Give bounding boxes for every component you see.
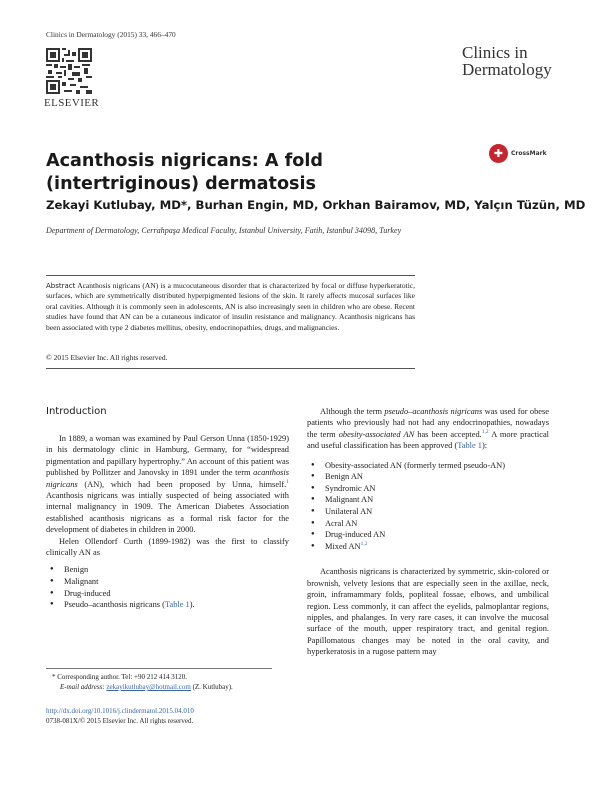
publisher-logo: ELSEVIER xyxy=(44,97,100,109)
text-run: In 1889, a woman was examined by Paul Gerson Unna (1850-1929) in his dermatology clinic in Hamburg, Germany, for “widespread pigmentation and papillary hypertrophy.” An account of this patient was published by Pollitzer and Janovsky in 1891 under the term xyxy=(46,434,289,478)
issn-line: 0738-081X/© 2015 Elsevier Inc. All rights reserved. xyxy=(46,717,194,725)
section-heading-introduction: Introduction xyxy=(46,406,107,417)
intro-paragraph-1 xyxy=(46,433,289,536)
text-run: ): xyxy=(482,441,488,451)
table-link[interactable]: Table 1 xyxy=(164,600,190,610)
text-run: A more practical and useful classification has been approved ( xyxy=(307,429,549,451)
doi-link[interactable]: http://dx.doi.org/10.1016/j.clindermatol.2015.04.010 xyxy=(46,707,194,715)
text-run-italic: pseudo–acanthosis nigricans xyxy=(384,407,483,416)
authors: Zekayi Kutlubay, MD*, Burhan Engin, MD, Orkhan Bairamov, MD, Yalçın Tüzün, MD xyxy=(46,198,586,212)
email-link[interactable]: zekayikutlubay@hotmail.com xyxy=(106,683,191,691)
affiliation: Department of Dermatology, Cerrahpaşa Medical Faculty, Istanbul University, Fatih, Istanbul 34098, Turkey xyxy=(46,226,402,235)
classification-list-2 xyxy=(307,460,549,553)
text-run-italic: obesity-associated AN xyxy=(338,429,415,439)
abstract-label: Abstract xyxy=(46,282,76,290)
abstract-copyright: © 2015 Elsevier Inc. All rights reserved. xyxy=(46,353,168,362)
list-item: ● Benign xyxy=(46,564,289,576)
list-item xyxy=(307,541,549,553)
text-run: was used for obese patients who previously had not had any endocrinopathies, nowadays the term xyxy=(307,407,549,439)
text-run: Mixed AN xyxy=(325,541,361,551)
left-column xyxy=(46,433,289,611)
abstract-text: Acanthosis nigricans (AN) is a mucocutaneous disorder that is characterized by focal or diffuse hyperkeratotic, surfaces, which are symmetrically distributed hyperpigmented lesions of the skin. It rarely affects mucosal surfaces like oral cavities. Although it is commonly seen in adolescents, AN is also increasingly seen in children who are obese. Recent studies have found that AN can be a cutaneous indicator of insulin resistance and malignancy. Acanthosis nigricans has been associated with type 2 diabetes mellitus, obesity, endocrinopathies, drugs, and malignancies. xyxy=(46,281,415,332)
right-paragraph-2: Acanthosis nigricans is characterized by symmetric, skin-colored or brownish, velvety lesions that are especially seen in the axillae, neck, groin, inframammary folds, popliteal fossae, elbows, and umbilical region. Less commonly, it can affect the eyelids, palmoplantar regions, nipples, and phalanges. In very rare cases, it can involve the mucosal surface of the mouth, upper respiratory tract, and genital region. Papillomatous changes may be noted in the oral cavity, and hyperkeratosis in a rugose pattern may xyxy=(307,567,549,657)
reference-link[interactable]: 1,2 xyxy=(481,429,489,436)
right-column xyxy=(307,406,549,658)
doi-block xyxy=(46,706,194,726)
list-item: ● Acral AN xyxy=(307,518,549,530)
text-run: has been accepted. xyxy=(414,429,482,439)
text-run: ). xyxy=(189,600,195,610)
classification-list xyxy=(46,564,289,610)
list-item: ● Malignant xyxy=(46,576,289,588)
corresponding-author: * Corresponding author. Tel: +90 212 414 3120. xyxy=(52,673,187,681)
list-item xyxy=(46,599,289,611)
text-run: Although the term xyxy=(320,407,385,416)
reference-link[interactable]: 1 xyxy=(286,478,289,485)
journal-logo xyxy=(462,44,552,78)
journal-name-line2: Dermatology xyxy=(462,60,552,79)
list-item: ● Obesity-associated AN (formerly termed pseudo-AN) xyxy=(307,460,549,472)
email-suffix: (Z. Kutlubay). xyxy=(192,683,233,691)
qr-code-icon xyxy=(46,48,92,94)
text-run: Acanthosis nigricans was intially suspected of being associated with internal malignancy in 1909. The American Diabetes Association established acanthosis nigricans as a formal risk factor for the development of diabetes in children in 2000. xyxy=(46,491,289,535)
abstract-bottom-rule xyxy=(46,368,415,369)
intro-paragraph-2: Helen Ollendorf Curth (1899-1982) was the first to classify clinically AN as xyxy=(46,536,289,558)
crossmark-icon: ✚ xyxy=(489,144,508,163)
article-title: Acanthosis nigricans: A fold (intertriginous) dermatosis xyxy=(46,151,323,194)
reference-link[interactable]: 1,2 xyxy=(360,540,368,547)
email-line xyxy=(46,682,286,692)
text-run: Pseudo–acanthosis nigricans ( xyxy=(64,600,165,610)
footnote xyxy=(46,672,286,692)
text-run-italic: acanthosis nigricans xyxy=(46,468,289,489)
list-item: ● Drug-induced AN xyxy=(307,529,549,541)
list-item: ● Drug-induced xyxy=(46,588,289,600)
footnote-rule xyxy=(46,668,272,669)
email-label: E-mail address: xyxy=(60,683,105,691)
text-run: (AN), which had been proposed by Unna, himself. xyxy=(77,479,287,489)
abstract-top-rule xyxy=(46,275,415,276)
crossmark-badge[interactable] xyxy=(489,144,547,163)
list-item: ● Unilateral AN xyxy=(307,506,549,518)
abstract xyxy=(46,281,415,333)
list-item: ● Malignant AN xyxy=(307,494,549,506)
list-item: ● Syndromic AN xyxy=(307,483,549,495)
journal-reference: Clinics in Dermatology (2015) 33, 466–470 xyxy=(46,30,176,39)
right-paragraph-1 xyxy=(307,406,549,452)
journal-name-line1: Clinics in xyxy=(462,43,528,62)
table-link[interactable]: Table 1 xyxy=(457,441,482,451)
list-item: ● Benign AN xyxy=(307,471,549,483)
crossmark-label: CrossMark xyxy=(511,150,547,157)
